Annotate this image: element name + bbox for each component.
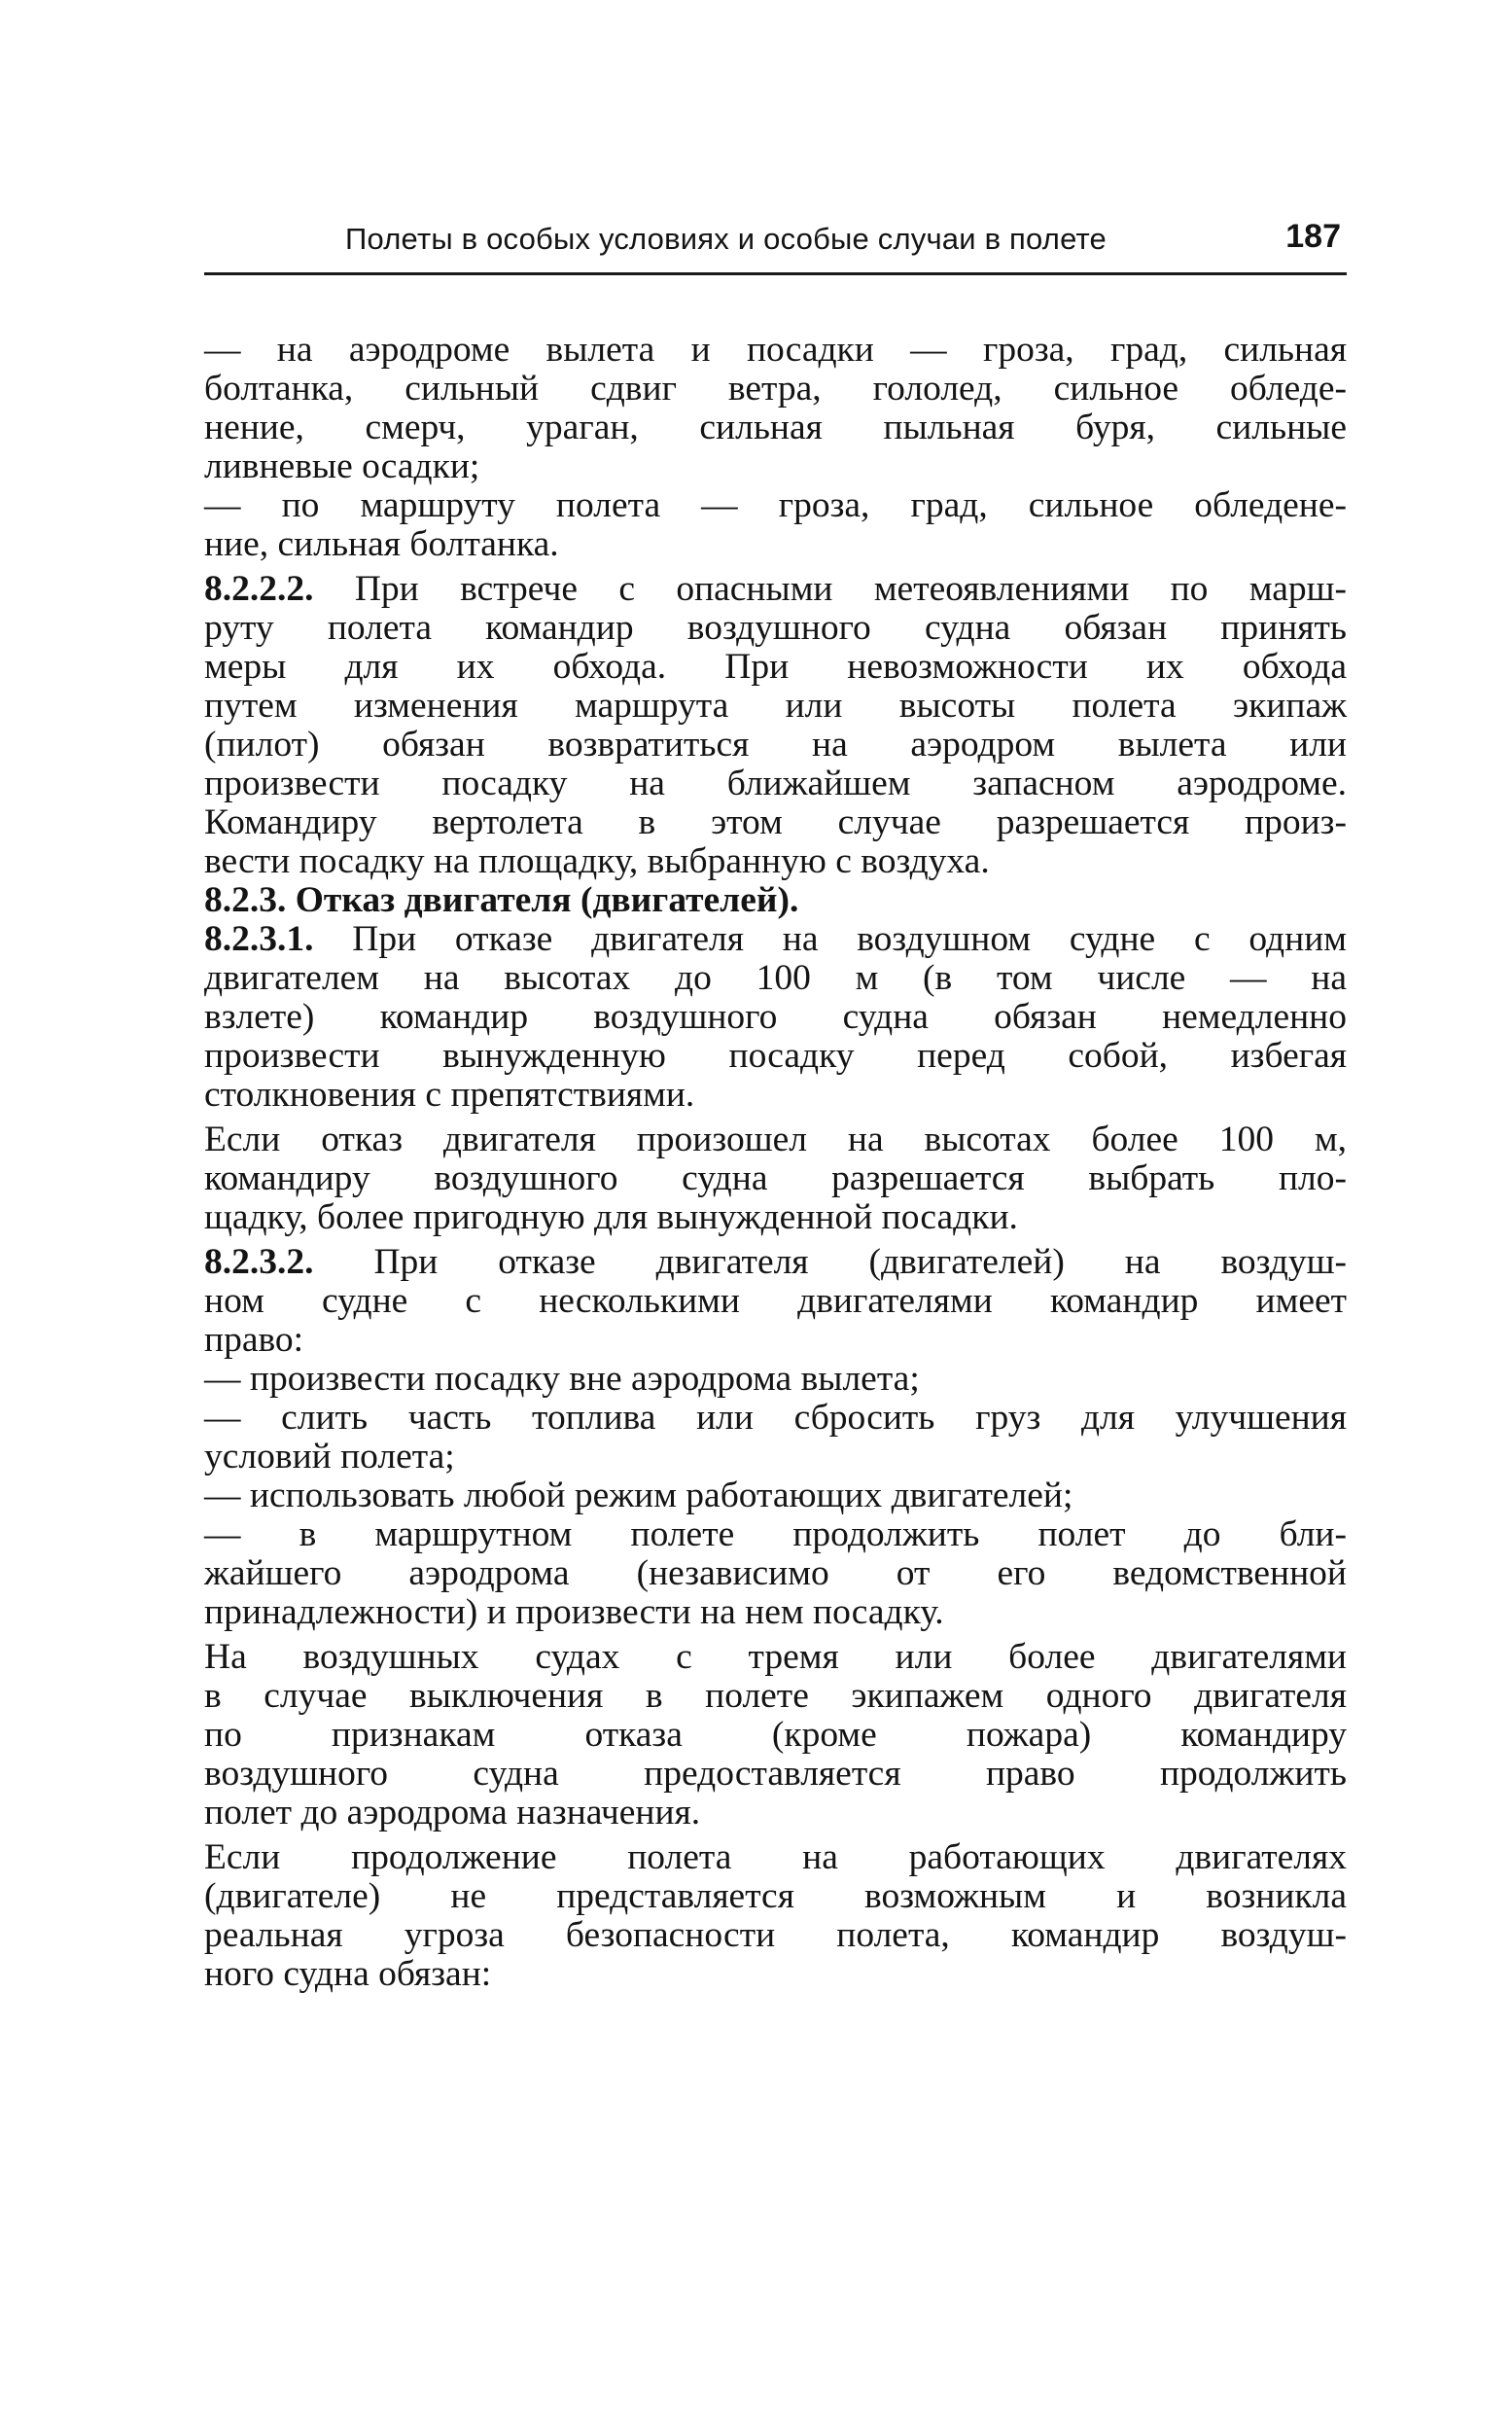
page-header — [204, 216, 1347, 274]
line-text: жайшего аэродрома (независимо от его ведомственной — [204, 1553, 1347, 1593]
line-text: ного судна обязан: — [204, 1954, 492, 1994]
text-line — [204, 1638, 1347, 1677]
text-line — [204, 1121, 1347, 1159]
line-text: — в маршрутном полете продолжить полет до бли- — [204, 1514, 1347, 1554]
text-line — [204, 525, 1347, 564]
text-line — [204, 998, 1347, 1037]
line-text: в случае выключения в полете экипажем одного двигателя — [204, 1676, 1347, 1716]
text-line — [204, 1282, 1347, 1321]
line-text: полет до аэродрома назначения. — [204, 1793, 701, 1832]
line-text: принадлежности) и произвести на нем посадку. — [204, 1592, 944, 1632]
text-line — [204, 1755, 1347, 1794]
text-line — [204, 1955, 1347, 1994]
text-line — [204, 1916, 1347, 1955]
text-line — [204, 920, 1347, 959]
text-line — [204, 803, 1347, 842]
text-line — [204, 1476, 1347, 1515]
line-text: При отказе двигателя (двигателей) на воздуш- — [313, 1242, 1347, 1282]
line-text: ние, сильная болтанка. — [204, 524, 559, 564]
line-text: по признакам отказа (кроме пожара) командиру — [204, 1715, 1347, 1755]
text-line — [204, 765, 1347, 803]
line-text: двигателем на высотах до 100 м (в том числе — на — [204, 958, 1347, 998]
line-text: условий полета; — [204, 1437, 455, 1476]
line-text: — на аэродроме вылета и посадки — гроза, град, сильная — [204, 330, 1347, 370]
line-text: командиру воздушного судна разрешается выбрать пло- — [204, 1158, 1347, 1198]
text-line — [204, 1794, 1347, 1832]
line-text: щадку, более пригодную для вынужденной посадки. — [204, 1197, 1018, 1237]
section-number: 8.2.3. — [204, 880, 287, 920]
line-text: столкновения с препятствиями. — [204, 1075, 695, 1115]
line-text: нение, смерч, ураган, сильная пыльная буря, сильные — [204, 408, 1347, 447]
line-text: Если продолжение полета на работающих двигателях — [204, 1837, 1347, 1877]
line-text: — по маршруту полета — гроза, град, сильное обледене- — [204, 485, 1347, 525]
text-line — [204, 1076, 1347, 1115]
text-line — [204, 1877, 1347, 1916]
text-line — [204, 1243, 1347, 1282]
line-text: болтанка, сильный сдвиг ветра, гололед, сильное обледе- — [204, 369, 1347, 409]
section-number: 8.2.3.2. — [204, 1242, 314, 1282]
line-text: — слить часть топлива или сбросить груз для улучшения — [204, 1398, 1347, 1438]
line-text: путем изменения маршрута или высоты полета экипаж — [204, 686, 1347, 726]
line-text: право: — [204, 1320, 304, 1360]
text-line — [204, 1037, 1347, 1076]
text-line — [204, 447, 1347, 486]
line-text: — использовать любой режим работающих двигателей; — [204, 1476, 1073, 1515]
text-line — [204, 1554, 1347, 1593]
text-line — [204, 370, 1347, 409]
text-line — [204, 881, 1347, 920]
text-line — [204, 1515, 1347, 1554]
line-text: руту полета командир воздушного судна обязан принять — [204, 608, 1347, 648]
running-title: Полеты в особых условиях и особые случаи в полете — [345, 222, 1107, 256]
line-text: При отказе двигателя на воздушном судне с одним — [313, 919, 1347, 959]
line-text: ном судне с несколькими двигателями командир имеет — [204, 1281, 1347, 1321]
header-rule — [204, 272, 1347, 275]
text-line — [204, 1677, 1347, 1716]
page-number: 187 — [1285, 218, 1341, 255]
text-line — [204, 1321, 1347, 1360]
text-line — [204, 1399, 1347, 1438]
section-number: 8.2.2.2. — [204, 569, 314, 609]
text-line — [204, 959, 1347, 998]
text-line — [204, 1593, 1347, 1632]
text-line — [204, 1360, 1347, 1399]
text-line — [204, 409, 1347, 447]
section-number: 8.2.3.1. — [204, 919, 314, 959]
section-heading-text: Отказ двигателя (двигателей). — [286, 880, 799, 920]
text-line — [204, 486, 1347, 525]
line-text: ливневые осадки; — [204, 446, 480, 486]
line-text: При встрече с опасными метеоявлениями по марш- — [313, 569, 1347, 609]
line-text: реальная угроза безопасности полета, командир воздуш- — [204, 1915, 1347, 1955]
line-text: воздушного судна предоставляется право продолжить — [204, 1754, 1347, 1794]
line-text: — произвести посадку вне аэродрома вылета; — [204, 1359, 920, 1399]
line-text: (пилот) обязан возвратиться на аэродром вылета или — [204, 725, 1347, 765]
body-text — [204, 331, 1347, 1994]
line-text: вести посадку на площадку, выбранную с воздуха. — [204, 841, 990, 881]
text-line — [204, 687, 1347, 726]
line-text: (двигателе) не представляется возможным и возникла — [204, 1876, 1347, 1916]
text-line — [204, 1716, 1347, 1755]
text-line — [204, 1838, 1347, 1877]
text-line — [204, 570, 1347, 609]
text-line — [204, 1159, 1347, 1198]
line-text: меры для их обхода. При невозможности их обхода — [204, 647, 1347, 687]
text-line — [204, 609, 1347, 648]
line-text: произвести вынужденную посадку перед собой, избегая — [204, 1036, 1347, 1076]
text-line — [204, 726, 1347, 765]
line-text: произвести посадку на ближайшем запасном аэродроме. — [204, 764, 1347, 803]
text-line — [204, 1438, 1347, 1476]
text-line — [204, 648, 1347, 687]
line-text: На воздушных судах с тремя или более двигателями — [204, 1637, 1347, 1677]
text-line — [204, 842, 1347, 881]
line-text: Командиру вертолета в этом случае разрешается произ- — [204, 802, 1347, 842]
line-text: взлете) командир воздушного судна обязан немедленно — [204, 997, 1347, 1037]
text-line — [204, 331, 1347, 370]
line-text: Если отказ двигателя произошел на высотах более 100 м, — [204, 1120, 1347, 1159]
text-line — [204, 1198, 1347, 1237]
